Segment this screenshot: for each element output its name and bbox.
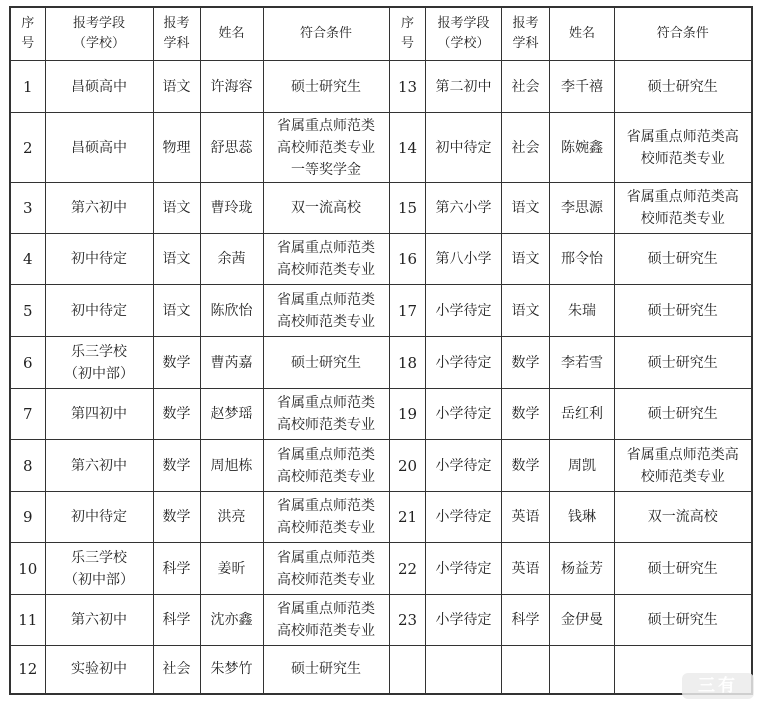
cell-condition: 双一流高校 bbox=[615, 492, 752, 543]
cell-subject: 语文 bbox=[502, 234, 550, 285]
table-row bbox=[390, 389, 752, 440]
header-condition: 符合条件 bbox=[263, 7, 389, 61]
right-table bbox=[389, 6, 753, 695]
table-row bbox=[390, 285, 752, 337]
cell-condition: 硕士研究生 bbox=[615, 389, 752, 440]
cell-condition: 硕士研究生 bbox=[615, 337, 752, 389]
cell-subject: 语文 bbox=[502, 285, 550, 337]
cell-school: 小学待定 bbox=[426, 595, 502, 646]
cell-school: 第六初中 bbox=[45, 440, 153, 492]
cell-seq: 11 bbox=[10, 595, 45, 646]
cell-condition: 省属重点师范类 高校师范类专业 一等奖学金 bbox=[263, 113, 389, 183]
cell-condition: 省属重点师范类 高校师范类专业 bbox=[263, 543, 389, 595]
cell-name: 许海容 bbox=[200, 61, 263, 113]
header-row bbox=[390, 7, 752, 61]
cell-school: 初中待定 bbox=[426, 113, 502, 183]
table-row bbox=[10, 492, 389, 543]
cell-subject: 数学 bbox=[502, 389, 550, 440]
cell-subject: 科学 bbox=[502, 595, 550, 646]
cell-seq: 21 bbox=[390, 492, 426, 543]
cell-condition: 硕士研究生 bbox=[615, 595, 752, 646]
header-seq: 序 号 bbox=[10, 7, 45, 61]
table-row bbox=[10, 440, 389, 492]
cell-subject: 物理 bbox=[153, 113, 200, 183]
cell-condition: 省属重点师范类 高校师范类专业 bbox=[263, 492, 389, 543]
cell-condition: 省属重点师范类 高校师范类专业 bbox=[263, 595, 389, 646]
table-row bbox=[10, 646, 389, 694]
cell-condition: 硕士研究生 bbox=[615, 543, 752, 595]
cell-condition: 省属重点师范类 高校师范类专业 bbox=[263, 440, 389, 492]
cell-school: 初中待定 bbox=[45, 285, 153, 337]
cell-condition: 省属重点师范类 高校师范类专业 bbox=[263, 389, 389, 440]
cell-name: 朱梦竹 bbox=[200, 646, 263, 694]
cell-name: 钱琳 bbox=[550, 492, 615, 543]
cell-school: 第二初中 bbox=[426, 61, 502, 113]
cell-seq: 4 bbox=[10, 234, 45, 285]
table-row bbox=[10, 543, 389, 595]
left-table bbox=[9, 6, 390, 695]
cell-school: 小学待定 bbox=[426, 337, 502, 389]
cell-name: 余茜 bbox=[200, 234, 263, 285]
cell-name: 周旭栋 bbox=[200, 440, 263, 492]
cell-subject: 社会 bbox=[502, 113, 550, 183]
cell-school: 第六初中 bbox=[45, 595, 153, 646]
cell-school: 小学待定 bbox=[426, 492, 502, 543]
cell-seq: 7 bbox=[10, 389, 45, 440]
header-condition: 符合条件 bbox=[615, 7, 752, 61]
table-row bbox=[10, 113, 389, 183]
cell-name: 陈欣怡 bbox=[200, 285, 263, 337]
cell-name: 姜昕 bbox=[200, 543, 263, 595]
cell-seq: 13 bbox=[390, 61, 426, 113]
table-row bbox=[10, 234, 389, 285]
cell-school: 第六小学 bbox=[426, 183, 502, 234]
header-row bbox=[10, 7, 389, 61]
cell-school: 初中待定 bbox=[45, 234, 153, 285]
cell-name: 曹玲珑 bbox=[200, 183, 263, 234]
cell-seq: 16 bbox=[390, 234, 426, 285]
cell-condition: 硕士研究生 bbox=[615, 61, 752, 113]
cell-condition: 硕士研究生 bbox=[263, 646, 389, 694]
cell-seq: 12 bbox=[10, 646, 45, 694]
cell-condition: 省属重点师范类 高校师范类专业 bbox=[263, 234, 389, 285]
cell-condition: 省属重点师范类高 校师范类专业 bbox=[615, 440, 752, 492]
cell-school: 第四初中 bbox=[45, 389, 153, 440]
cell-subject: 数学 bbox=[153, 337, 200, 389]
header-school: 报考学段 （学校） bbox=[426, 7, 502, 61]
cell-school: 乐三学校 （初中部） bbox=[45, 337, 153, 389]
cell-seq: 5 bbox=[10, 285, 45, 337]
header-name: 姓名 bbox=[200, 7, 263, 61]
cell-seq: 14 bbox=[390, 113, 426, 183]
cell-condition: 省属重点师范类高 校师范类专业 bbox=[615, 113, 752, 183]
cell-subject: 数学 bbox=[502, 440, 550, 492]
watermark-logo: 三有 bbox=[682, 673, 754, 699]
cell-subject: 语文 bbox=[502, 183, 550, 234]
cell-subject: 数学 bbox=[153, 440, 200, 492]
cell-school: 实验初中 bbox=[45, 646, 153, 694]
cell-name: 朱瑞 bbox=[550, 285, 615, 337]
cell-school: 初中待定 bbox=[45, 492, 153, 543]
cell-name: 陈婉鑫 bbox=[550, 113, 615, 183]
cell-name: 李千禧 bbox=[550, 61, 615, 113]
cell-name: 杨益芳 bbox=[550, 543, 615, 595]
cell-name: 曹芮嘉 bbox=[200, 337, 263, 389]
cell-name: 岳红利 bbox=[550, 389, 615, 440]
cell-seq: 1 bbox=[10, 61, 45, 113]
header-school: 报考学段 （学校） bbox=[45, 7, 153, 61]
cell-subject: 数学 bbox=[153, 492, 200, 543]
cell-seq: 10 bbox=[10, 543, 45, 595]
cell-subject: 数学 bbox=[153, 389, 200, 440]
cell-name: 赵梦瑶 bbox=[200, 389, 263, 440]
cell-seq: 22 bbox=[390, 543, 426, 595]
table-row bbox=[390, 234, 752, 285]
table-row bbox=[10, 285, 389, 337]
cell-name: 舒思蕊 bbox=[200, 113, 263, 183]
cell-school: 昌硕高中 bbox=[45, 113, 153, 183]
cell-subject: 语文 bbox=[153, 183, 200, 234]
cell-name: 李思源 bbox=[550, 183, 615, 234]
cell-seq: 23 bbox=[390, 595, 426, 646]
cell-school: 乐三学校 （初中部） bbox=[45, 543, 153, 595]
cell-seq: 2 bbox=[10, 113, 45, 183]
table-row bbox=[390, 113, 752, 183]
cell-subject: 社会 bbox=[502, 61, 550, 113]
table-row bbox=[390, 595, 752, 646]
cell-school: 小学待定 bbox=[426, 440, 502, 492]
cell-name bbox=[550, 646, 615, 694]
table-row bbox=[390, 61, 752, 113]
cell-seq: 19 bbox=[390, 389, 426, 440]
cell-name: 李若雪 bbox=[550, 337, 615, 389]
table-row bbox=[390, 183, 752, 234]
cell-seq: 18 bbox=[390, 337, 426, 389]
cell-school: 小学待定 bbox=[426, 389, 502, 440]
cell-seq bbox=[390, 646, 426, 694]
cell-condition: 省属重点师范类高 校师范类专业 bbox=[615, 183, 752, 234]
cell-subject: 科学 bbox=[153, 595, 200, 646]
cell-condition: 硕士研究生 bbox=[615, 285, 752, 337]
cell-seq: 9 bbox=[10, 492, 45, 543]
cell-subject: 科学 bbox=[153, 543, 200, 595]
table-row bbox=[390, 440, 752, 492]
cell-condition: 硕士研究生 bbox=[615, 234, 752, 285]
cell-subject: 语文 bbox=[153, 234, 200, 285]
cell-seq: 8 bbox=[10, 440, 45, 492]
cell-name: 洪亮 bbox=[200, 492, 263, 543]
cell-seq: 15 bbox=[390, 183, 426, 234]
header-subject: 报考 学科 bbox=[502, 7, 550, 61]
cell-school: 昌硕高中 bbox=[45, 61, 153, 113]
cell-school: 小学待定 bbox=[426, 543, 502, 595]
cell-name: 邢令怡 bbox=[550, 234, 615, 285]
table-row bbox=[390, 492, 752, 543]
cell-condition: 省属重点师范类 高校师范类专业 bbox=[263, 285, 389, 337]
cell-seq: 6 bbox=[10, 337, 45, 389]
table-row bbox=[390, 543, 752, 595]
header-subject: 报考 学科 bbox=[153, 7, 200, 61]
cell-school bbox=[426, 646, 502, 694]
cell-condition: 硕士研究生 bbox=[263, 61, 389, 113]
table-row bbox=[390, 337, 752, 389]
header-name: 姓名 bbox=[550, 7, 615, 61]
cell-subject: 英语 bbox=[502, 543, 550, 595]
cell-name: 金伊曼 bbox=[550, 595, 615, 646]
cell-subject: 社会 bbox=[153, 646, 200, 694]
cell-subject bbox=[502, 646, 550, 694]
cell-subject: 数学 bbox=[502, 337, 550, 389]
cell-school: 第六初中 bbox=[45, 183, 153, 234]
table-row bbox=[10, 595, 389, 646]
table-row bbox=[10, 337, 389, 389]
cell-school: 第八小学 bbox=[426, 234, 502, 285]
cell-seq: 3 bbox=[10, 183, 45, 234]
cell-name: 沈亦鑫 bbox=[200, 595, 263, 646]
cell-subject: 语文 bbox=[153, 285, 200, 337]
cell-seq: 20 bbox=[390, 440, 426, 492]
header-seq: 序 号 bbox=[390, 7, 426, 61]
cell-condition: 硕士研究生 bbox=[263, 337, 389, 389]
table-row bbox=[10, 389, 389, 440]
cell-school: 小学待定 bbox=[426, 285, 502, 337]
table-row bbox=[10, 61, 389, 113]
cell-subject: 语文 bbox=[153, 61, 200, 113]
cell-subject: 英语 bbox=[502, 492, 550, 543]
cell-seq: 17 bbox=[390, 285, 426, 337]
cell-name: 周凯 bbox=[550, 440, 615, 492]
table-row bbox=[10, 183, 389, 234]
cell-condition: 双一流高校 bbox=[263, 183, 389, 234]
